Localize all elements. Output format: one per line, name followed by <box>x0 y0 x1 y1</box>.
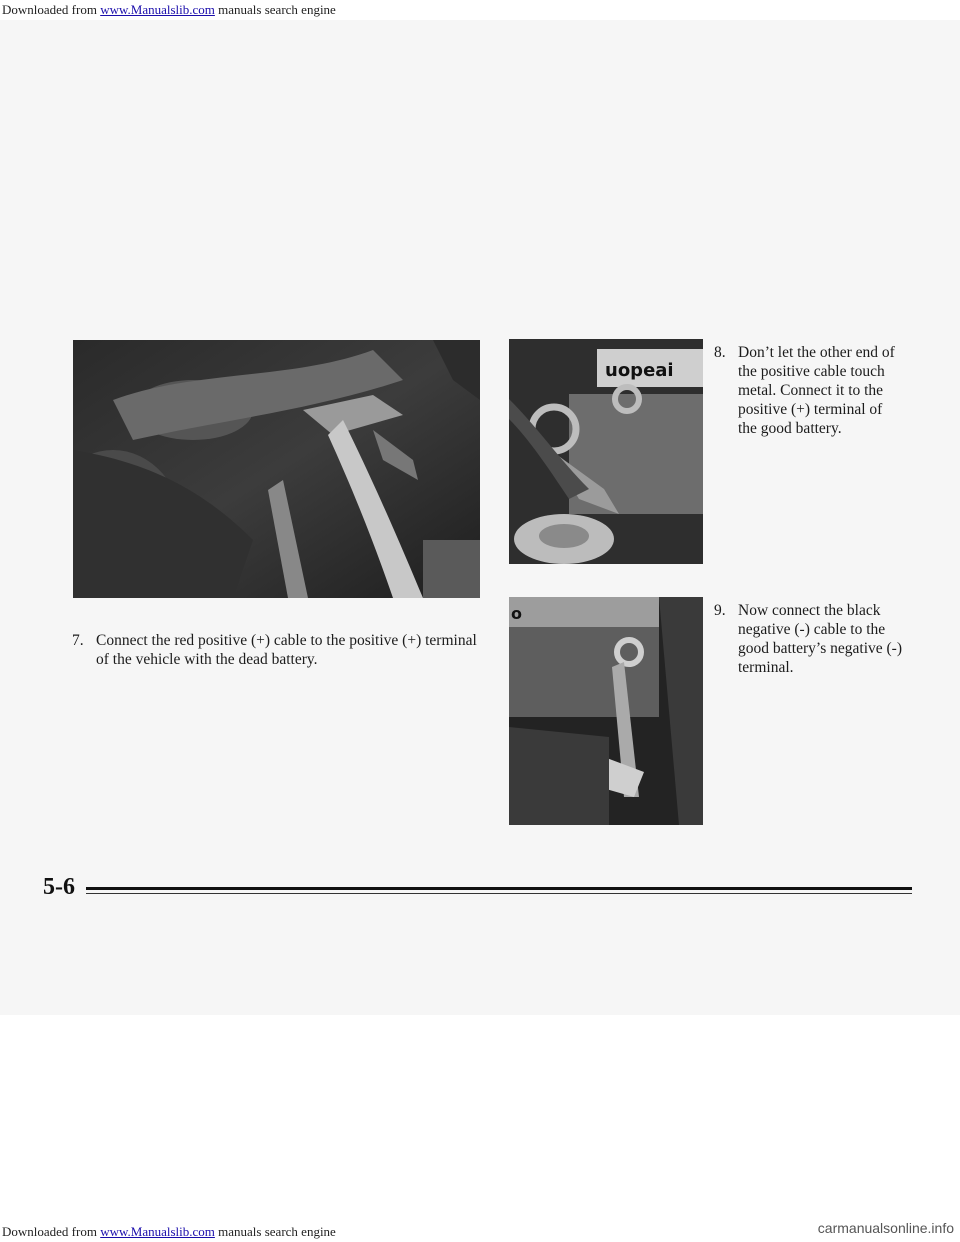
step-8-number: 8. <box>714 344 726 361</box>
step-7 <box>72 631 492 669</box>
photo-label-text: uopeai <box>605 360 674 381</box>
header-suffix: manuals search engine <box>214 2 336 17</box>
download-header <box>0 0 960 20</box>
footer-suffix: manuals search engine <box>214 1224 336 1239</box>
step-8 <box>714 343 904 438</box>
photo-dead-battery-connection <box>73 340 480 598</box>
photo-good-battery-positive <box>509 339 703 564</box>
step-9 <box>714 601 904 677</box>
header-prefix: Downloaded from <box>2 2 101 17</box>
photo-good-battery-negative <box>509 597 703 825</box>
footer-manualslib-link[interactable]: www.Manualslib.com <box>100 1224 215 1239</box>
step-7-number: 7. <box>72 632 84 649</box>
footer-rule-thick <box>86 887 912 890</box>
step-8-text: Don’t let the other end of the positive cable touch metal. Connect it to the positive (+) terminal of the good battery. <box>738 344 895 437</box>
photo-good-battery-positive-image <box>509 339 703 564</box>
footer-prefix: Downloaded from <box>2 1224 101 1239</box>
footer-rule-thin <box>86 893 912 894</box>
carmanuals-watermark: carmanualsonline.info <box>817 1220 954 1236</box>
photo-good-battery-negative-image <box>509 597 703 825</box>
step-7-text: Connect the red positive (+) cable to the positive (+) terminal of the vehicle with the dead battery. <box>96 632 477 668</box>
photo-dead-battery-image <box>73 340 480 598</box>
step-9-text: Now connect the black negative (-) cable to the good battery’s negative (-) terminal. <box>738 602 902 676</box>
photo-label-text-2: o <box>511 604 522 623</box>
step-9-number: 9. <box>714 602 726 619</box>
download-footer <box>0 1222 960 1242</box>
page-number: 5-6 <box>43 874 75 900</box>
manualslib-link[interactable]: www.Manualslib.com <box>100 2 215 17</box>
